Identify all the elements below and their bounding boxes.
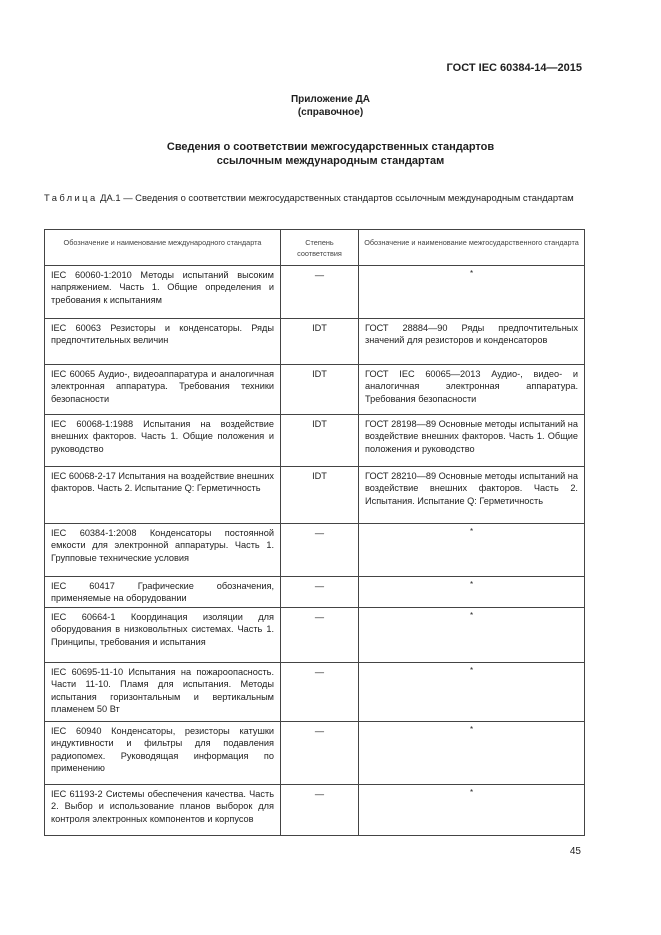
cell-degree: IDT [281, 319, 359, 365]
correspondence-table [44, 229, 585, 836]
table-row [45, 524, 585, 577]
cell-international: IEC 60068-1:1988 Испытания на воздействие внешних факторов. Часть 1. Общие положения и руководство [45, 415, 281, 467]
cell-degree: — [281, 266, 359, 319]
cell-international: IEC 60664-1 Координация изоляции для оборудования в низковольтных системах. Часть 1. Принципы, требования и испытания [45, 608, 281, 663]
header-international-standard: Обозначение и наименование международного стандарта [45, 230, 281, 266]
cell-international: IEC 60940 Конденсаторы, резисторы катушки индуктивности и фильтры для подавления радиопомех. Руководящая информация по применению [45, 722, 281, 785]
table-row [45, 722, 585, 785]
cell-degree: — [281, 608, 359, 663]
header-degree: Степень соответствия [281, 230, 359, 266]
cell-degree: IDT [281, 467, 359, 524]
cell-interstate: ГОСТ 28210—89 Основные методы испытаний на воздействие внешних факторов. Часть 2. Испытания. Испытание Q: Герметичность [359, 467, 585, 524]
cell-international: IEC 61193-2 Системы обеспечения качества. Часть 2. Выбор и использование планов выборок для контроля электронных компонентов и корпусов [45, 785, 281, 836]
cell-international: IEC 60384-1:2008 Конденсаторы постоянной емкости для электронной аппаратуры. Часть 1. Групповые технические условия [45, 524, 281, 577]
cell-interstate: * [359, 722, 585, 785]
annex-title: Приложение ДА [290, 94, 371, 105]
table-row [45, 319, 585, 365]
cell-degree: — [281, 722, 359, 785]
cell-degree: IDT [281, 365, 359, 415]
table-row [45, 577, 585, 608]
heading-line-2: ссылочным международным стандартам [216, 155, 445, 167]
header-interstate-standard: Обозначение и наименование межгосударственного стандарта [359, 230, 585, 266]
cell-international: IEC 60068-2-17 Испытания на воздействие внешних факторов. Часть 2. Испытание Q: Герметичность [45, 467, 281, 524]
cell-interstate: ГОСТ 28884—90 Ряды предпочтительных значений для резисторов и конденсаторов [359, 319, 585, 365]
page-number: 45 [569, 846, 581, 857]
cell-international: IEC 60695-11-10 Испытания на пожароопасность. Части 11-10. Пламя для испытания. Методы испытания горизонтальным и вертикальным пламенем 50 Вт [45, 663, 281, 722]
annex-title-block [0, 93, 661, 119]
cell-interstate: * [359, 577, 585, 608]
cell-international: IEC 60063 Резисторы и конденсаторы. Ряды предпочтительных величин [45, 319, 281, 365]
cell-interstate: * [359, 266, 585, 319]
cell-interstate: ГОСТ 28198—89 Основные методы испытаний на воздействие внешних факторов. Часть 1. Общие положения и руководство [359, 415, 585, 467]
table-caption-text: ДА.1 — Сведения о соответствии межгосударственных стандартов ссылочным международным стандартам [100, 192, 574, 203]
cell-degree: IDT [281, 415, 359, 467]
table-row [45, 663, 585, 722]
cell-interstate: * [359, 785, 585, 836]
table-row [45, 415, 585, 467]
heading-line-1: Сведения о соответствии межгосударственных стандартов [166, 141, 495, 153]
table-header-row [45, 230, 585, 266]
document-code: ГОСТ IEC 60384-14—2015 [446, 62, 582, 74]
cell-degree: — [281, 663, 359, 722]
table-row [45, 785, 585, 836]
cell-international: IEC 60065 Аудио-, видеоаппаратура и аналогичная электронная аппаратура. Требования техники безопасности [45, 365, 281, 415]
table-row [45, 365, 585, 415]
table-caption [44, 192, 584, 204]
table-row [45, 467, 585, 524]
cell-degree: — [281, 785, 359, 836]
cell-degree: — [281, 577, 359, 608]
cell-interstate: * [359, 608, 585, 663]
cell-interstate: * [359, 663, 585, 722]
section-heading [0, 140, 661, 168]
annex-subtitle: (справочное) [297, 107, 364, 118]
cell-interstate: ГОСТ IEC 60065—2013 Аудио-, видео- и аналогичная электронная аппаратура. Требования безопасности [359, 365, 585, 415]
cell-degree: — [281, 524, 359, 577]
cell-international: IEC 60417 Графические обозначения, применяемые на оборудовании [45, 577, 281, 608]
table-row [45, 266, 585, 319]
cell-international: IEC 60060-1:2010 Методы испытаний высоким напряжением. Часть 1. Общие определения и требования к испытаниям [45, 266, 281, 319]
table-caption-label: Таблица [44, 192, 98, 203]
table-row [45, 608, 585, 663]
cell-interstate: * [359, 524, 585, 577]
